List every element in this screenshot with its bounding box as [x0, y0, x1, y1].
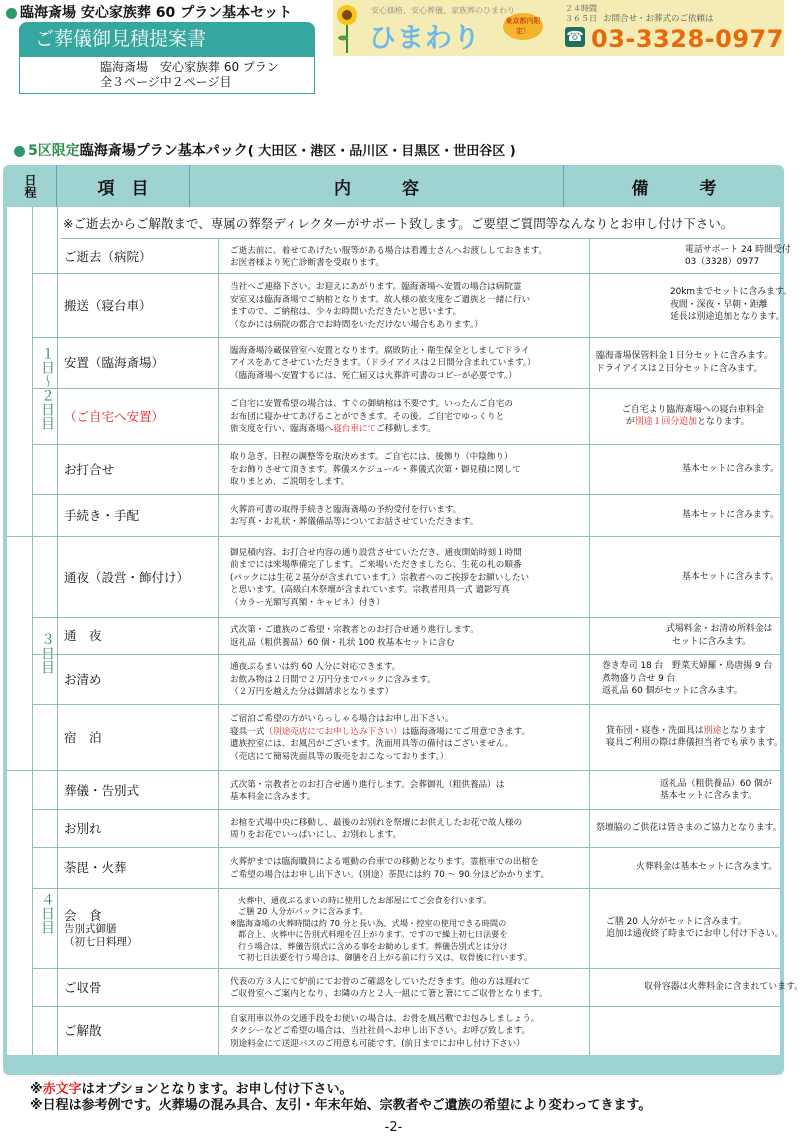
day-label-1: １日〜２日目 — [39, 345, 55, 430]
row-content: 式次第・ご遺族のご希望・宗教者とのお打合せ通り進行します。 返礼品（粗供養品）60 個・礼状 100 枚基本セットに含む — [218, 617, 590, 654]
row-remark: 基本セットに含みます。 — [682, 571, 779, 582]
section-title: 臨海斎場プラン基本パック — [79, 143, 248, 159]
row-remark: ご自宅より臨海斎場への寝台車料金 が別途１回分追加となります。 — [622, 404, 764, 427]
table-row — [32, 617, 780, 655]
row-item: お打合せ — [64, 461, 115, 477]
phone-number[interactable]: 03-3328-0977 — [591, 25, 784, 53]
row-item: お別れ — [64, 820, 102, 836]
page-number: -2- — [384, 1120, 403, 1135]
day-label-3: ４日目 — [39, 891, 55, 934]
area-list: ( 大田区・港区・品川区・目黒区・世田谷区 ) — [247, 144, 516, 159]
row-remark: 20kmまでセットに含みます。 夜間・深夜・早朝・距離 延長は別途追加となります。 — [670, 287, 792, 323]
row-remark: 火葬料金は基本セットに含みます。 — [636, 862, 778, 873]
table-row — [32, 1006, 780, 1055]
header-item: 項 目 — [57, 165, 190, 207]
row-content: ご逝去前に、着せてあげたい服等がある場合は看護士さんへお渡ししておきます。 お医者様より死亡診断書を受取ります。 — [218, 239, 590, 273]
row-remark: 祭壇脇のご供花は皆さまのご協力となります。 — [596, 822, 782, 833]
table-body — [7, 207, 804, 1055]
row-content: 御見積内容、お打合せ内容の通り設営させていただき、通夜開始時刻１時間 前までには来場準備完了します。ご来場いただきましたら、生花の札の順番 (パックには生花２基分が含まれています。）宗教者へのご挨拶をお願いしたい と思います。(高級白木祭壇が含まれています。宗教者用具一式 遺影写真 （カラー光額写真額・キャビネ）付き） — [218, 537, 590, 617]
row-remark — [590, 1006, 805, 1055]
table-row — [32, 444, 780, 495]
table-row — [32, 771, 780, 810]
row-item: 葬儀・告別式 — [64, 782, 140, 798]
contact-label: お問合せ・お葬式のご依頼は — [603, 14, 714, 24]
row-item: 通夜（設営・飾付け） — [64, 569, 190, 585]
row-item: 安置（臨海斎場） — [64, 355, 165, 370]
plan-name: 臨海斎場 安心家族葬 60 プラン — [100, 60, 279, 74]
row-item: 通 夜 — [64, 628, 102, 643]
row-item: 荼毘・火葬 — [64, 860, 127, 875]
table-header — [3, 165, 784, 207]
row-content: 自家用車以外の交通手段をお使いの場合は、お骨を風呂敷でお包みしましょう。 タクシーなどご希望の場合は、当社社員へお申し出下さい。お呼び致します。 別途料金にて送迎バスのご用意も可能です。(前日までにお申し付け下さい） — [218, 1006, 590, 1055]
table-row — [32, 847, 780, 889]
section-heading — [14, 140, 516, 160]
header-remark: 備 考 — [631, 178, 717, 199]
table-row — [32, 388, 780, 445]
sunflower-icon — [336, 3, 358, 53]
page-count: 全３ページ中２ページ目 — [100, 75, 232, 89]
tagline: 安心価格、安心葬儀、家族葬のひまわり — [371, 6, 515, 15]
header-content: 内 容 — [190, 165, 564, 207]
note-option: ※赤文字はオプションとなります。お申し付け下さい。 — [30, 1082, 353, 1097]
plan-info-box — [19, 56, 315, 94]
day-label-2: ３日目 — [39, 632, 55, 674]
plan-table — [3, 165, 804, 1075]
table-row — [32, 888, 784, 969]
estimate-title-box: ご葬儀御見積提案書 — [19, 22, 315, 56]
row-content: 取り急ぎ、日程の調整等を取決めます。ご自宅には、後飾り（中陰飾り） をお飾りさせて頂きます。葬儀スケジュール・葬儀式次第・御見積に関して 取りまとめ、ご説明をします。 — [218, 444, 590, 494]
row-item-option: （ご自宅へ安置） — [64, 408, 165, 424]
note-schedule: ※日程は参考例です。火葬場の混み具合、友引・年末年始、宗教者やご遺族の希望により変わってきます。 — [30, 1098, 652, 1113]
row-remark: 貸布団・寝巻・洗面具は別途となります 寝具ご利用の際は葬儀担当者でも承ります。 — [606, 725, 783, 748]
row-content: 火葬中、通夜ぶるまいの時に使用したお部屋にてご会食を行います。 ご膳 20 人分がパックに含みます。 ※臨海斎場の火葬時間は約 70 分と長い為、式場・控室の使用できる時間の 都合上、火葬中に告別式料理を召上がります。ですので繰上初七日法要を 行う場合は、葬儀告別式に含める事をお勧めします。葬儀告別式とは分け て初七日法要を行う場合は、御膳を召上がる前に行う又は、収骨後に行います。 — [218, 888, 590, 968]
row-content: お棺を式場中央に移動し、最後のお別れを祭壇にお供えしたお花で故人様の 周りをお花でいっぱいにし、お別れします。 — [218, 809, 590, 847]
row-content: 通夜ぶるまいは約 60 人分に対応できます。 お飲み物は２日間で２万円分までパックに含みます。 （２万円を越えた分は御請求となります） — [218, 654, 590, 704]
row-remark: 臨海斎場保管料金１日分セットに含みます。 ドライアイスは２日分セットに含みます。 — [596, 351, 773, 374]
area-badge: 東京都内限定！ — [503, 13, 543, 40]
row-item: ご解散 — [64, 1023, 102, 1038]
table-row — [32, 337, 780, 389]
row-remark: 巻き寿司 18 台 野菜天婦羅・鳥唐揚 9 台 煮物盛り合せ 9 台 返礼品 60 個がセットに含みます。 — [602, 661, 773, 697]
row-item: ご収骨 — [64, 979, 102, 995]
row-content: ご自宅に安置希望の場合は、すぐの御納棺は不要です。いったんご自宅の お布団に寝かせてあげることができます。その後、ご自宅でゆっくりと 旅支度を行い、臨海斎場へ寝台車にてご移動します。 — [218, 388, 590, 444]
row-remark: 式場料金・お清め所料金は セットに含みます。 — [666, 624, 773, 647]
table-row — [32, 704, 783, 770]
table-row — [32, 968, 804, 1007]
header-day: 日程 — [3, 165, 57, 207]
footnotes — [30, 1082, 651, 1114]
row-content: 臨海斎場冷蔵保管室へ安置となります。腐敗防止・衛生保全としましてドライ アイスをあてさせていただきます。（ドライアイスは２日間分含まれています。） （臨海斎場へ安置するには、死亡届又は火葬許可書のコピーが必要です。） — [218, 337, 590, 388]
bullet-icon — [6, 8, 17, 19]
row-content: 式次第・宗教者とのお打合せ通り進行します。会葬御礼（粗供養品）は 基本料金に含みます。 — [218, 771, 590, 809]
row-item: 宿 泊 — [64, 729, 102, 745]
row-remark: 電話サポート 24 時間受付 03（3328）0977 — [685, 244, 791, 267]
document-title: 臨海斎場 安心家族葬 60 プラン基本セット — [6, 2, 292, 22]
brand-logo-text: ひまわり — [369, 23, 481, 54]
row-content: ご宿泊ご希望の方がいらっしゃる場合はお申し出下さい。 寝具一式（別途売店にてお申し込み下さい）は臨海斎場にてご用意できます。 遺族控室には、お風呂がございます。洗面用具等の備付はございません。 （売店にて簡易洗面具等の販売をおこなっております。） — [218, 704, 590, 770]
row-remark: 基本セットに含みます。 — [682, 463, 779, 474]
row-remark: 基本セットに含みます。 — [682, 509, 779, 520]
table-row — [32, 494, 780, 536]
row-content: 当社へご連絡下さい。お迎えにあがります。臨海斎場へ安置の場合は病院霊 安室又は臨海斎場でご納棺となります。故人様の旅支度をご遺族と一緒に行い ますので、ご納棺は、少々お時間いただきたいと思います。 （なかには病院の都合でお時間をいただけない場合もあります。） — [218, 273, 590, 337]
row-content: 火葬許可書の取得手続きと臨海斎場の予約受付を行います。 お写真・お礼状・葬儀備品等についてお話させていただきます。 — [218, 494, 590, 536]
table-row — [32, 537, 780, 618]
row-item: お清め — [64, 671, 102, 687]
phone-icon: ☎ — [566, 29, 584, 45]
table-row — [32, 273, 792, 338]
row-content: 代表の方３人にて炉前にてお骨のご確認をしていただきます。他の方は遅れて ご収骨室へご案内となり、お隣の方と２人一組にて箸と箸にてご収骨となります。 — [218, 968, 590, 1006]
hours-label: ２４時間 ３６５日 — [565, 4, 597, 23]
row-remark: 返礼品（粗供養品）60 個が 基本セットに含みます。 — [660, 778, 772, 801]
row-remark: ご膳 20 人分がセットに含みます。 追加は通夜終了時までにお申し付け下さい。 — [606, 916, 784, 939]
row-item: 手続き・手配 — [64, 507, 140, 523]
row-remark: 収骨容器は火葬料金に含まれています。 — [644, 981, 804, 992]
row-item: ご逝去（病院） — [64, 248, 152, 264]
row-content: 火葬炉までは臨海職員による電動の台車での移動となります。霊柩車での出棺を ご希望の場合はお申し出下さい。(別途）荼毘には約 70 〜 90 分ほどかかります。 — [218, 847, 590, 888]
table-row — [32, 809, 780, 848]
table-row — [32, 654, 780, 705]
bullet-icon — [14, 146, 25, 157]
company-banner — [333, 0, 784, 56]
limited-label: 5区限定 — [28, 143, 80, 159]
table-row — [32, 239, 791, 274]
intro-note: ※ご逝去からご解散まで、専属の葬祭ディレクターがサポート致します。ご要望ご質問等なんなりとお申し付け下さい。 — [61, 207, 780, 239]
row-item: 会 食 告別式御膳 （初七日料理） — [64, 907, 138, 948]
row-item: 搬送（寝台車） — [64, 297, 152, 313]
